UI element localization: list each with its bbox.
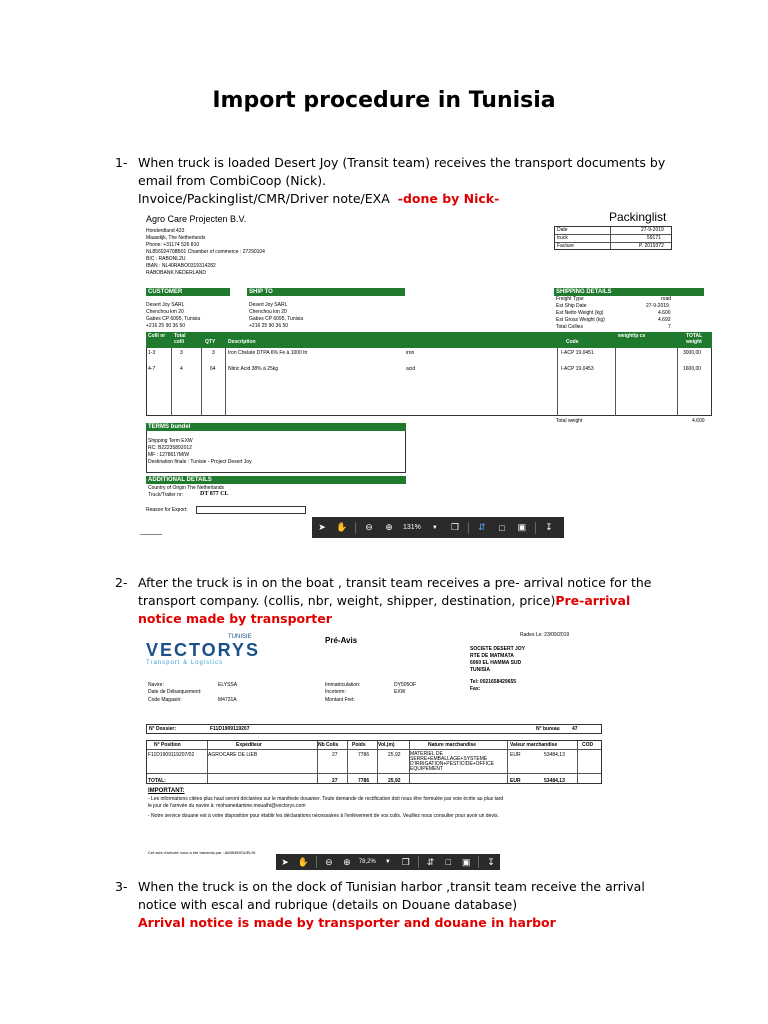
shipping-label-0: Freight Type	[556, 296, 584, 302]
col-total-weight: TOTAL weight	[686, 333, 703, 345]
row-0-colli: 1-3	[148, 350, 156, 356]
pcol-poids: Poids	[352, 742, 366, 748]
ptotal-colis: 27	[332, 778, 338, 784]
pcol-cod: COD	[582, 742, 594, 748]
prow-currency: EUR	[510, 752, 521, 758]
customer-line-0: Desert Joy SARL	[146, 302, 185, 308]
field-navire-value: ELYSSA	[218, 682, 238, 688]
shipto-line-2: Gabes CP 6095, Tunisia	[249, 316, 304, 322]
meta-facture-label: Facture	[557, 243, 574, 249]
meta-facture-value: P. 2019372	[639, 243, 664, 249]
vectorys-logo: VECTORYS	[146, 640, 261, 660]
pcol-expediteur: Expéditeur	[236, 742, 262, 748]
fullscreen-icon[interactable]: ▣	[462, 856, 471, 867]
shipping-label-3: Est Gross Weight (kg)	[556, 317, 605, 323]
zoom-in-icon[interactable]: ⊕	[343, 856, 351, 867]
hand-tool-icon[interactable]: ✋	[297, 856, 310, 867]
field-debarquement-label: Date de Débarquement:	[148, 689, 202, 695]
packinglist-company: Agro Care Projecten B.V.	[146, 214, 247, 224]
hand-tool-icon[interactable]: ✋	[336, 522, 348, 532]
row-0-code: I-ACP 19.0451	[561, 350, 594, 356]
shipto-line-1: Chenchou km 20	[249, 309, 287, 315]
reason-label: Reason for Export:	[146, 507, 188, 513]
ptotal-label: TOTAL:	[148, 778, 166, 784]
save-icon[interactable]: □	[445, 857, 452, 867]
pcol-vol: Vol.(m)	[378, 742, 395, 748]
copy-page-icon[interactable]: ❐	[450, 522, 459, 532]
step-2-note: Pre-arrival notice made by transporter	[138, 593, 631, 626]
shipping-label-1: Est Ship Date	[556, 303, 587, 309]
save-icon[interactable]: □	[499, 522, 505, 533]
col-qty: QTY	[205, 339, 216, 345]
zoom-dropdown-icon[interactable]: ▼	[431, 524, 438, 531]
zoom-level[interactable]: 78,2%	[358, 859, 376, 865]
zoom-dropdown-icon[interactable]: ▼	[384, 859, 391, 865]
note-0: - Les informations citées plus haut seront déclarées sur le manifeste douanier. Toute demande de rectification doit nous être formulée par voie écrite au plus tard	[148, 796, 504, 802]
consignee-0: SOCIETE DESERT JOY	[470, 646, 526, 652]
meta-date-value: 27-9-2019	[641, 227, 664, 233]
shipping-value-1: 27-9-2019	[646, 303, 669, 309]
pdf-toolbar	[312, 517, 564, 538]
ptotal-currency: EUR	[510, 778, 521, 784]
select-arrow-icon[interactable]: ➤	[318, 522, 326, 532]
col-weight: weight/p cs	[618, 333, 646, 339]
zoom-level[interactable]: 131%	[403, 524, 421, 531]
consignee-tel: Tel: 0021658429655	[470, 679, 517, 685]
shipto-line-3: +216 25 90 36 50	[249, 323, 289, 329]
note-2: - Notre service douane est à votre disposition pour établir les déclarations nécessaires à l'enlèvement de vos colis. Veuillez nous consulter pour avoir un devis.	[148, 813, 499, 819]
shipping-value-3: 4.692	[658, 317, 671, 323]
step-1-number: 1-	[115, 155, 128, 170]
field-incoterm-label: Incoterm:	[325, 689, 346, 695]
additional-bar: ADDITIONAL DETAILS	[146, 476, 406, 484]
consignee-fax: Fax:	[470, 686, 481, 692]
row-0-weight: 3000,00	[683, 350, 702, 356]
row-1-total: 4	[180, 366, 183, 372]
step-2-number: 2-	[115, 575, 128, 590]
copy-page-icon[interactable]: ❐	[401, 856, 410, 867]
customer-bar: CUSTOMER	[146, 288, 230, 296]
shipping-label-2: Est Netto Weight (kg)	[556, 310, 604, 316]
customer-line-1: Chenchou km 20	[146, 309, 184, 315]
step-1-note: -done by Nick-	[397, 191, 500, 206]
field-navire-label: Navire:	[148, 682, 164, 688]
shipping-value-2: 4.600	[658, 310, 671, 316]
prow-colis: 27	[332, 752, 338, 758]
col-description: Description	[228, 339, 256, 345]
prow-position: F11D1909119207/02	[148, 752, 195, 758]
field-immat-value: DY505OF	[394, 682, 417, 688]
shipping-value-0: road	[661, 296, 672, 302]
consignee-1: RTE DE MATMATA	[470, 653, 514, 659]
vectorys-tagline: Transport & Logistics	[146, 660, 224, 666]
terms-line-0: Shipping Term EXW	[148, 438, 193, 444]
consignee-2: 6060 EL HAMMA SUD	[470, 660, 522, 666]
row-0-total: 3	[180, 350, 183, 356]
shipto-bar: SHIP TO	[247, 288, 405, 296]
step-3-text	[138, 878, 678, 932]
row-1-qty: 64	[210, 366, 216, 372]
row-1-code: I-ACP 19.0453	[561, 366, 594, 372]
total-weight-label: Total weight	[556, 418, 583, 424]
zoom-out-icon[interactable]: ⊖	[365, 522, 373, 532]
trailer-number: DT 877 CL	[200, 491, 229, 497]
step-1-line2: Invoice/Packinglist/CMR/Driver note/EXA	[138, 191, 390, 206]
vectorys-logo-sub: TUNISIE	[228, 634, 252, 640]
packinglist-address-4: BIC : RABONL2U	[146, 256, 186, 262]
preavis-date: Rades Le: 23/09/2019	[520, 632, 570, 638]
terms-line-3: Destination finale : Tunisie - Project Desert Joy	[148, 459, 252, 465]
terms-line-1: RC: B22235892012	[148, 445, 192, 451]
packinglist-meta-box	[554, 226, 672, 250]
additional-line-0: Country of Origin The Netherlands	[148, 485, 225, 491]
packinglist-heading: Packinglist	[609, 210, 667, 224]
pcol-colis: Nb Colis	[318, 742, 339, 748]
step-2-text	[138, 574, 662, 628]
bureau-label: N° bureau	[536, 726, 560, 732]
bureau-number: 47	[572, 726, 578, 732]
divider	[140, 534, 162, 535]
field-immat-label: Immatriculation:	[325, 682, 361, 688]
pdf-toolbar-2	[276, 854, 500, 870]
packinglist-address-5: IBAN : NL40RABO0319314282	[146, 263, 216, 269]
pcol-position: N° Position	[154, 742, 181, 748]
pcol-nature: Nature marchandise	[428, 742, 477, 748]
packinglist-document	[140, 208, 712, 538]
row-0-description: Iron Chelate DTPA 6% Fe à 1000 ltr	[228, 350, 308, 356]
consignee-3: TUNISIA	[470, 667, 490, 673]
step-2-description: After the truck is in on the boat , transit team receives a pre- arrival notice for the transport company. (collis, nbr, weight, shipper, destination, price)	[138, 575, 652, 608]
shipping-value-4: 7	[668, 324, 671, 330]
items-table-header	[146, 332, 712, 348]
field-fret-label: Montant Fret:	[325, 697, 355, 703]
fullscreen-icon[interactable]: ▣	[517, 522, 527, 532]
important-label: IMPORTANT:	[148, 788, 185, 794]
meta-truck-label: truck	[557, 235, 568, 241]
packinglist-address-3: NL856024708B01 Chamber of commerce : 27290104	[146, 249, 265, 255]
dossier-number: F11D1909119207	[210, 726, 250, 732]
prow-expediteur: AGROCARE DE LIEB	[208, 752, 258, 758]
step-1-description: When truck is loaded Desert Joy (Transit team) receives the transport documents by email from CombiCoop (Nick).	[138, 155, 666, 188]
meta-truck-value: 59171	[647, 235, 661, 241]
preavis-footer: Cet avis d'arrivée vous a été transmis par : AMINEMOUELHI	[148, 850, 256, 855]
zoom-out-icon[interactable]: ⊖	[325, 856, 333, 867]
customer-line-2: Gabes CP 6095, Tunisia	[146, 316, 201, 322]
dossier-label: N° Dossier:	[149, 726, 177, 732]
shipping-label-4: Total Collies	[556, 324, 583, 330]
fit-page-icon[interactable]: ⇵	[426, 856, 435, 867]
prow-valeur: 53484,13	[544, 752, 565, 758]
packinglist-address-6: RABOBANK NEDERLAND	[146, 270, 207, 276]
col-code: Code	[566, 339, 579, 345]
fit-page-icon[interactable]: ⇵	[478, 522, 486, 532]
col-colli: Colli nr	[148, 333, 166, 339]
ptotal-valeur: 53484,13	[544, 778, 565, 784]
packinglist-address-2: Phone: +31174 526 810	[146, 242, 200, 248]
total-weight-value: 4.600	[692, 418, 705, 424]
packinglist-address-0: Honderdland 433	[146, 228, 185, 234]
step-3-description: When the truck is on the dock of Tunisian harbor ,transit team receive the arrival notice with escal and rubrique (details on Douane database)	[138, 879, 645, 912]
row-1-colli: 4-7	[148, 366, 156, 372]
items-table-body	[146, 348, 712, 416]
meta-date-label: Date	[557, 227, 568, 233]
preavis-document	[140, 626, 610, 870]
row-1-description: Nitric Acid 38% à 25kg	[228, 366, 279, 372]
customer-line-3: +216 25 90 36 50	[146, 323, 186, 329]
field-incoterm-value: EXW	[394, 689, 406, 695]
preavis-heading: Pré-Avis	[325, 636, 358, 645]
row-0-qty: 3	[212, 350, 215, 356]
ptotal-poids: 7786	[358, 778, 370, 784]
row-0-type: iron	[406, 350, 415, 356]
field-magasin-label: Code Magasin:	[148, 697, 182, 703]
download-icon[interactable]: ↧	[487, 856, 495, 867]
shipto-line-0: Desert Joy SARL	[249, 302, 288, 308]
ptotal-vol: 25,92	[388, 778, 401, 784]
select-arrow-icon[interactable]: ➤	[281, 856, 289, 867]
pcol-valeur: Valeur marchandise	[510, 742, 558, 748]
row-1-weight: 1600,00	[683, 366, 702, 372]
prow-poids: 7786	[358, 752, 370, 758]
packinglist-address-1: Maasdijk, The Netherlands	[146, 235, 206, 241]
reason-field	[196, 506, 306, 514]
additional-line-1: Truck/Trailer nr:	[148, 492, 183, 498]
col-total-colli: Total colli	[174, 333, 186, 345]
terms-bar: TERMS bundel	[146, 423, 406, 431]
note-1: le jour de l'arrivée du navire à: mohamedamine.moualhi@vectorys.com	[148, 803, 306, 809]
terms-line-2: MF : 1278617M/W	[148, 452, 190, 458]
shipping-details-bar: SHIPPING DETAILS	[554, 288, 704, 296]
download-icon[interactable]: ↧	[545, 522, 553, 532]
prow-vol: 25,92	[388, 752, 401, 758]
row-1-type: acid	[406, 366, 416, 372]
step-3-note: Arrival notice is made by transporter and douane in harbor	[138, 915, 556, 930]
field-magasin-value: M4731A	[218, 697, 237, 703]
zoom-in-icon[interactable]: ⊕	[385, 522, 393, 532]
step-1-text	[138, 154, 678, 208]
prow-nature: MATERIEL DE SERRE+EMBALLAGE+SYSTEME D'IRRIGATION+PESTICIDE+OFFICE EQUIPEMENT	[410, 751, 494, 772]
page-title: Import procedure in Tunisia	[212, 88, 556, 113]
step-3-number: 3-	[115, 879, 128, 894]
